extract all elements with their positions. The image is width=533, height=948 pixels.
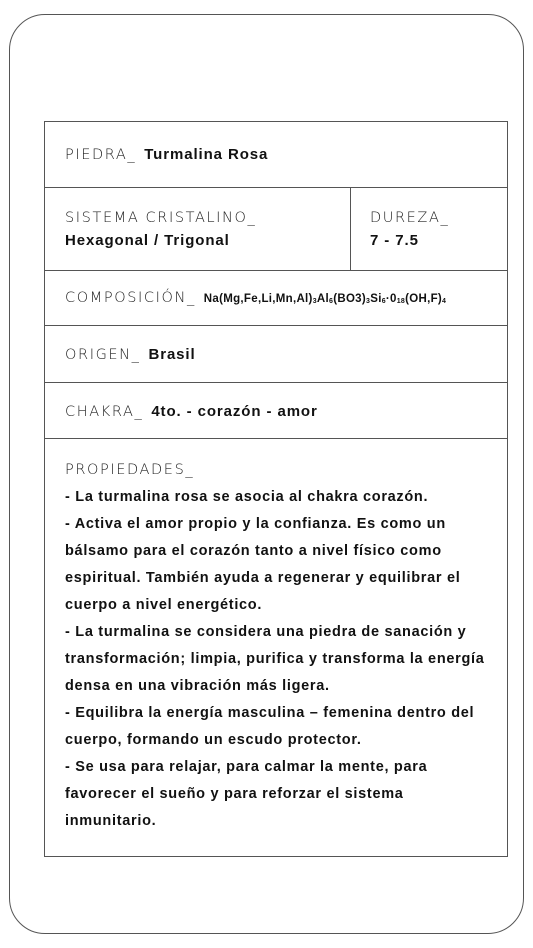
origen-value: Brasil <box>148 346 196 363</box>
row-chakra <box>45 383 507 439</box>
composicion-formula: $Na(Mg,Fe,Li,Mn,Al)_3Al_6(BO3)_3Si_6\cdot 0_{18}(OH,F)_4$ <box>203 293 447 305</box>
stone-card <box>9 14 524 934</box>
origen-line <box>65 346 196 363</box>
row-origen <box>45 326 507 383</box>
dureza-value: 7 - 7.5 <box>370 232 419 249</box>
chakra-line <box>65 403 318 420</box>
list-item: - La turmalina rosa se asocia al chakra corazón. <box>65 489 429 505</box>
sistema-cell <box>65 210 256 249</box>
column-divider <box>350 188 351 270</box>
propiedades-list <box>65 484 495 835</box>
sistema-value: Hexagonal / Trigonal <box>65 232 230 249</box>
list-item: - Equilibra la energía masculina – femenina dentro del cuerpo, formando un escudo protector. <box>65 705 475 748</box>
propiedades-label: PROPIEDADES_ <box>65 462 195 478</box>
stone-info-table <box>44 121 508 857</box>
chakra-value: 4to. - corazón - amor <box>151 403 318 420</box>
piedra-label: PIEDRA_ <box>65 147 137 163</box>
dureza-cell <box>370 210 449 249</box>
dureza-label: DUREZA_ <box>370 210 450 226</box>
composicion-label: COMPOSICIÓN_ <box>65 290 196 306</box>
list-item: - Se usa para relajar, para calmar la mente, para favorecer el sueño y para reforzar el sistema inmunitario. <box>65 759 428 829</box>
chakra-label: CHAKRA_ <box>65 404 144 420</box>
origen-label: ORIGEN_ <box>65 347 141 363</box>
composicion-line <box>65 290 446 306</box>
row-propiedades <box>45 439 507 856</box>
piedra-value: Turmalina Rosa <box>144 146 269 163</box>
row-piedra <box>45 122 507 188</box>
list-item: - Activa el amor propio y la confianza. Es como un bálsamo para el corazón tanto a nivel físico como espiritual. También ayuda a regenerar y equilibrar el cuerpo a nivel energético. <box>65 516 461 613</box>
piedra-line <box>65 146 268 163</box>
row-sistema-dureza <box>45 188 507 271</box>
row-composicion <box>45 271 507 326</box>
list-item: - La turmalina se considera una piedra de sanación y transformación; limpia, purifica y transforma la energía densa en una vibración más ligera. <box>65 624 485 694</box>
sistema-label: SISTEMA CRISTALINO_ <box>65 210 257 226</box>
